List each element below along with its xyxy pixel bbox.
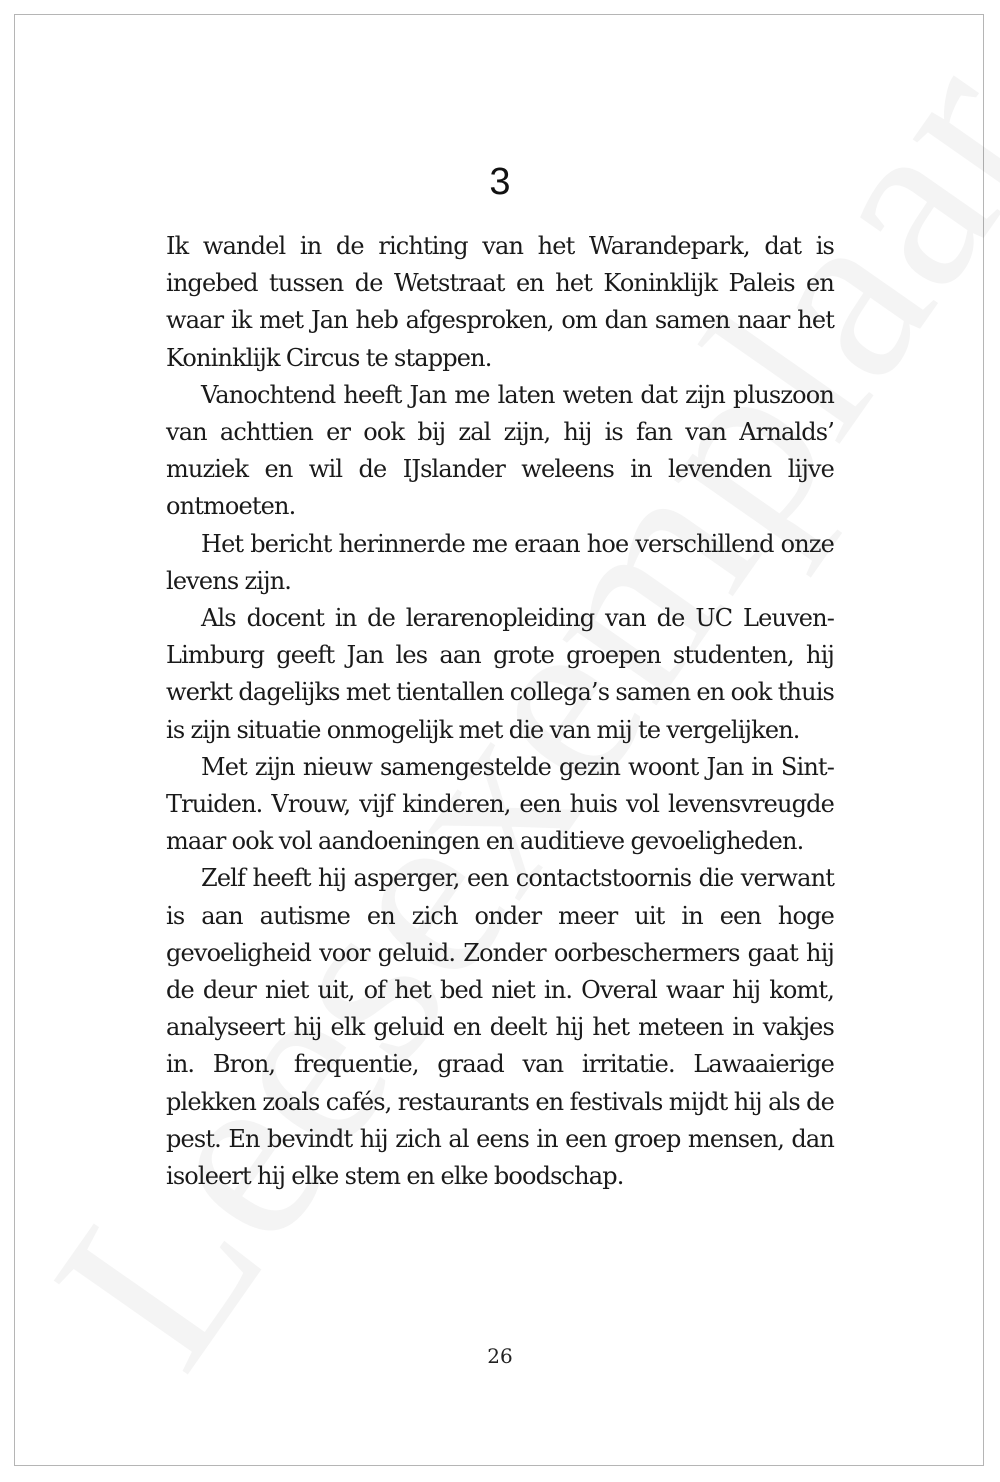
page-number: 26 — [487, 1344, 513, 1368]
paragraph: Vanochtend heeft Jan me laten weten dat zijn pluszoon van achttien er ook bij zal zijn, hij is fan van Arnalds’ muziek en wil de IJslander weleens in levenden lijve ontmoeten. — [166, 380, 834, 521]
paragraph: Met zijn nieuw samengestelde gezin woont Jan in Sint-Truiden. Vrouw, vijf kinderen, een huis vol levensvreugde maar ook vol aandoeningen en auditieve gevoeligheden. — [166, 752, 834, 856]
chapter-number: 3 — [489, 161, 511, 203]
paragraph: Het bericht herinnerde me eraan hoe verschillend onze levens zijn. — [166, 529, 834, 595]
paragraph: Als docent in de lerarenopleiding van de UC Leuven-Limburg geeft Jan les aan grote groepen studenten, hij werkt dagelijks met tientallen collega’s samen en ook thuis is zijn situatie onmogelijk met die van mij te vergelijken. — [166, 604, 834, 744]
paragraph: Ik wandel in de richting van het Warandepark, dat is ingebed tussen de Wetstraat en het Koninklijk Paleis en waar ik met Jan heb afgesproken, om dan samen naar het Koninklijk Circus te stappen. — [166, 232, 834, 372]
paragraph: Zelf heeft hij asperger, een contactstoornis die verwant is aan autisme en zich onder meer uit in een hoge gevoeligheid voor geluid. Zonder oorbeschermers gaat hij de deur niet uit, of het bed niet in. Overal waar hij komt, analyseert hij elk geluid en deelt hij het meteen in vakjes in. Bron, frequentie, graad van irritatie. Lawaaierige plekken zoals cafés, restaurants en festivals mijdt hij als de pest. En bevindt hij zich al eens in een groep mensen, dan isoleert hij elke stem en elke boodschap. — [166, 864, 834, 1191]
body-text — [166, 228, 834, 1195]
